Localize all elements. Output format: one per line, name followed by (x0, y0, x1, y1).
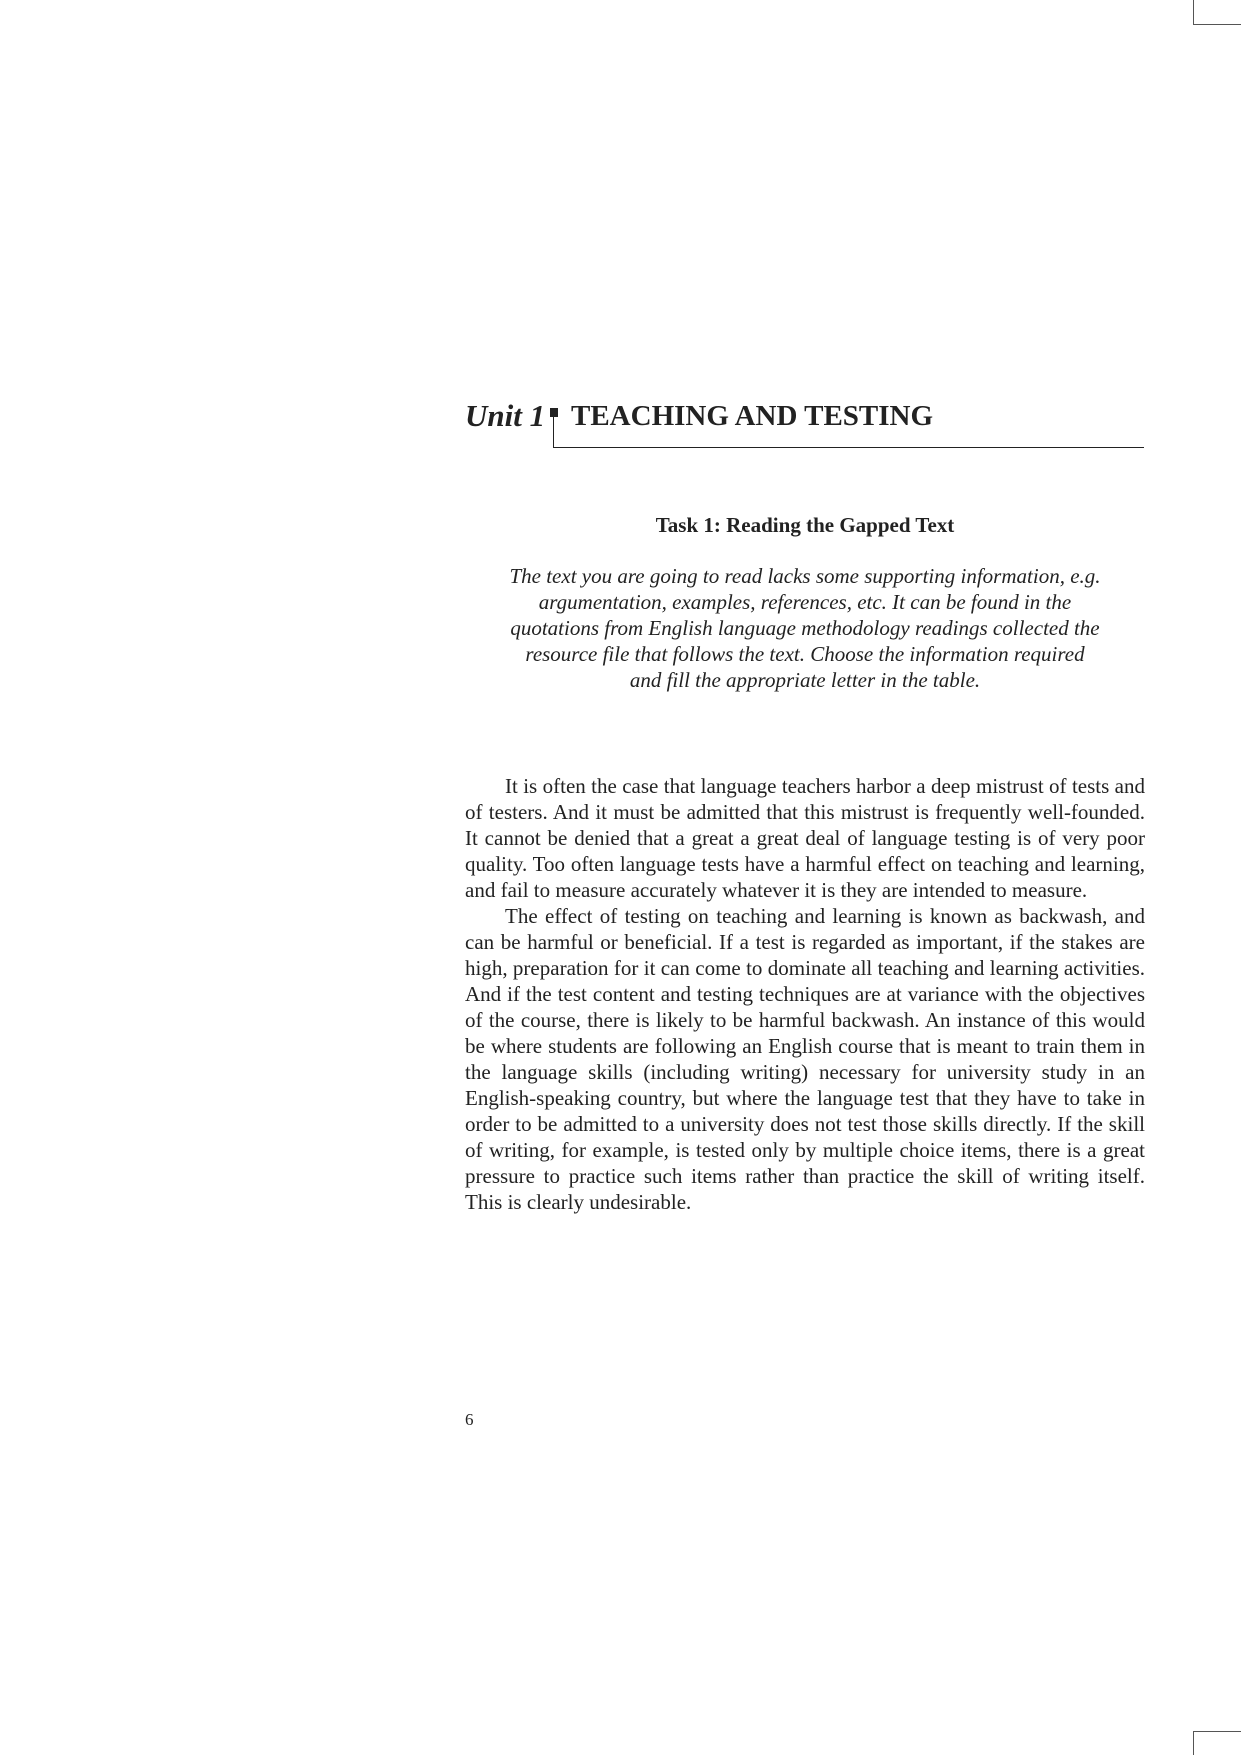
unit-title: TEACHING AND TESTING (571, 400, 934, 432)
crop-mark-bottom-right-vertical (1193, 1731, 1194, 1755)
paragraph-2: The effect of testing on teaching and learning is known as backwash, and can be harmful or beneficial. If a test is regarded as important, if the stakes are high, preparation for it can come to dominate all teaching and learning activities. And if the test content and testing techniques are at variance with the objectives of the course, there is likely to be harmful backwash. An instance of this would be where students are following an English course that is meant to train them in the language skills (including writing) necessary for university study in an English-speaking country, but where the language test that they have to take in order to be admitted to a university does not test those skills directly. If the skill of writing, for example, is tested only by multiple choice items, there is a great pressure to practice such items rather than practice the skill of writing itself. This is clearly undesirable. (465, 904, 1145, 1214)
heading-rule-vertical (553, 416, 554, 447)
heading-rule-horizontal (553, 447, 1144, 448)
paragraph-1: It is often the case that language teachers harbor a deep mistrust of tests and of testers. And it must be admitted that this mistrust is frequently well-founded. It cannot be denied that a great a great deal of language testing is of very poor quality. Too often language tests have a harmful effect on teaching and learning, and fail to measure accurately whatever it is they are intended to measure. (465, 774, 1145, 902)
task-instructions: The text you are going to read lacks some supporting information, e.g. argumentation, examples, references, etc. It can be found in the quotations from English language methodology readings collected the resource file that follows the text. Choose the information required and fill the appropriate letter in the table. (509, 564, 1101, 692)
crop-mark-top-right-vertical (1193, 0, 1194, 25)
crop-mark-top-right-horizontal (1193, 24, 1241, 25)
task-title: Task 1: Reading the Gapped Text (655, 513, 955, 537)
unit-label: Unit 1 (465, 398, 546, 433)
body-text (465, 773, 1145, 1215)
unit-heading (465, 396, 1145, 452)
page-number: 6 (465, 1410, 474, 1429)
crop-mark-bottom-right-horizontal (1193, 1731, 1241, 1732)
heading-square-mark (550, 408, 558, 417)
